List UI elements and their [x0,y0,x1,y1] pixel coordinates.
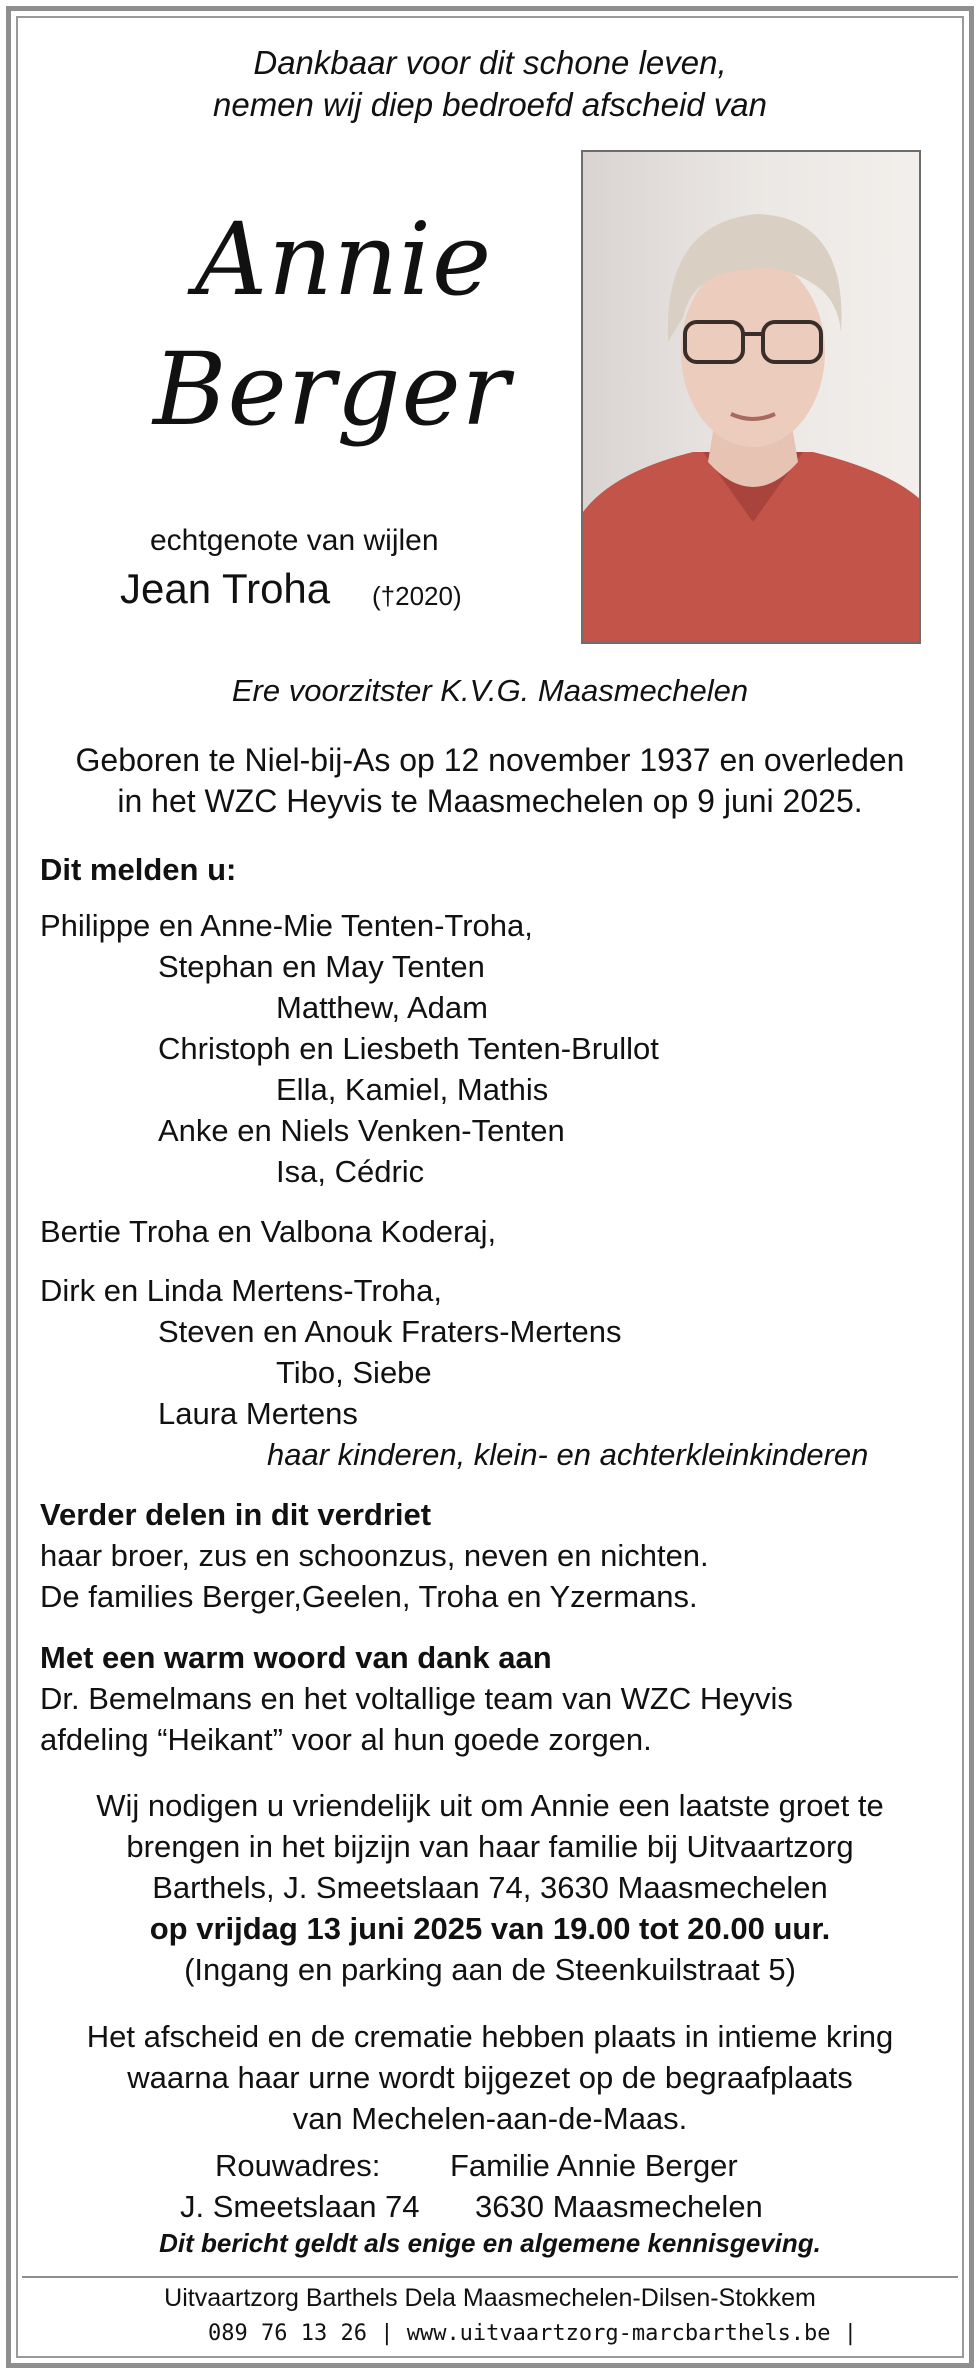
birth-death-line-1: Geboren te Niel-bij-As op 12 november 1937 en overleden [75,742,905,778]
invitation-when: op vrijdag 13 juni 2025 van 19.00 tot 20.00 uur. [149,1911,831,1946]
address-label: Rouwadres: [215,2148,381,2183]
family-member: Steven en Anouk Fraters-Mertens [158,1314,622,1349]
address-street: J. Smeetslaan 74 [180,2189,420,2224]
family-member: Christoph en Liesbeth Tenten-Brullot [158,1031,659,1066]
thanks-line-1: Dr. Bemelmans en het voltallige team van WZC Heyvis [40,1681,793,1716]
family-member: Matthew, Adam [276,990,488,1025]
last-name: Berger [153,331,511,448]
footer-company: Uitvaartzorg Barthels Dela Maasmechelen-Dilsen-Stokkem [164,2284,816,2312]
thanks-line-2: afdeling “Heikant” voor al hun goede zorgen. [40,1722,652,1757]
portrait-photo [581,150,921,644]
spouse-name: Jean Troha [120,565,331,612]
family-member: Ella, Kamiel, Mathis [276,1072,549,1107]
ceremony-line-2: waarna haar urne wordt bijgezet op de begraafplaats [127,2060,853,2095]
family-member: Isa, Cédric [276,1154,425,1189]
family-member: Laura Mertens [158,1396,358,1431]
announce-heading: Dit melden u: [40,852,237,887]
share-grief-line-1: haar broer, zus en schoonzus, neven en nichten. [40,1538,709,1573]
address-recipient: Familie Annie Berger [450,2148,738,2183]
invitation-line-2: brengen in het bijzijn van haar familie bij Uitvaartzorg [126,1829,854,1864]
family-member: Tibo, Siebe [276,1355,432,1390]
spouse-death-note: (†2020) [372,581,462,611]
invitation-parking: (Ingang en parking aan de Steenkuilstraat 5) [184,1952,796,1987]
family-member: Dirk en Linda Mertens-Troha, [40,1273,443,1308]
address-city: 3630 Maasmechelen [475,2189,763,2224]
family-member: Bertie Troha en Valbona Koderaj, [40,1214,497,1249]
share-grief-line-2: De families Berger,Geelen, Troha en Yzermans. [40,1579,698,1614]
intro-line-1: Dankbaar voor dit schone leven, [253,44,727,81]
share-grief-heading: Verder delen in dit verdriet [40,1497,432,1532]
thanks-heading: Met een warm woord van dank aan [40,1640,552,1675]
invitation-line-1: Wij nodigen u vriendelijk uit om Annie een laatste groet te [96,1788,884,1823]
birth-death-line-2: in het WZC Heyvis te Maasmechelen op 9 juni 2025. [117,783,863,819]
family-member: Philippe en Anne-Mie Tenten-Troha, [40,908,533,943]
notice: Dit bericht geldt als enige en algemene kennisgeving. [159,2228,821,2258]
spouse-relation: echtgenote van wijlen [150,524,439,557]
ceremony-line-3: van Mechelen-aan-de-Maas. [292,2101,688,2136]
footer-separator: | [380,2321,394,2346]
footer-divider [22,2276,958,2278]
invitation-line-3: Barthels, J. Smeetslaan 74, 3630 Maasmechelen [152,1870,828,1905]
footer-trailing: | [843,2321,858,2346]
honorary-title: Ere voorzitster K.V.G. Maasmechelen [231,673,749,708]
family-member: Anke en Niels Venken-Tenten [158,1113,565,1148]
family-member: Stephan en May Tenten [158,949,485,984]
ceremony-line-1: Het afscheid en de crematie hebben plaats in intieme kring [86,2019,894,2054]
footer-phone: 089 76 13 26 [208,2321,367,2346]
footer-contact [208,2321,857,2346]
footer-website[interactable]: www.uitvaartzorg-marcbarthels.be [406,2321,831,2346]
portrait-illustration [583,152,921,644]
first-name: Annie [195,201,493,318]
family-summary: haar kinderen, klein- en achterkleinkinderen [267,1437,869,1472]
intro-line-2: nemen wij diep bedroefd afscheid van [212,86,768,123]
